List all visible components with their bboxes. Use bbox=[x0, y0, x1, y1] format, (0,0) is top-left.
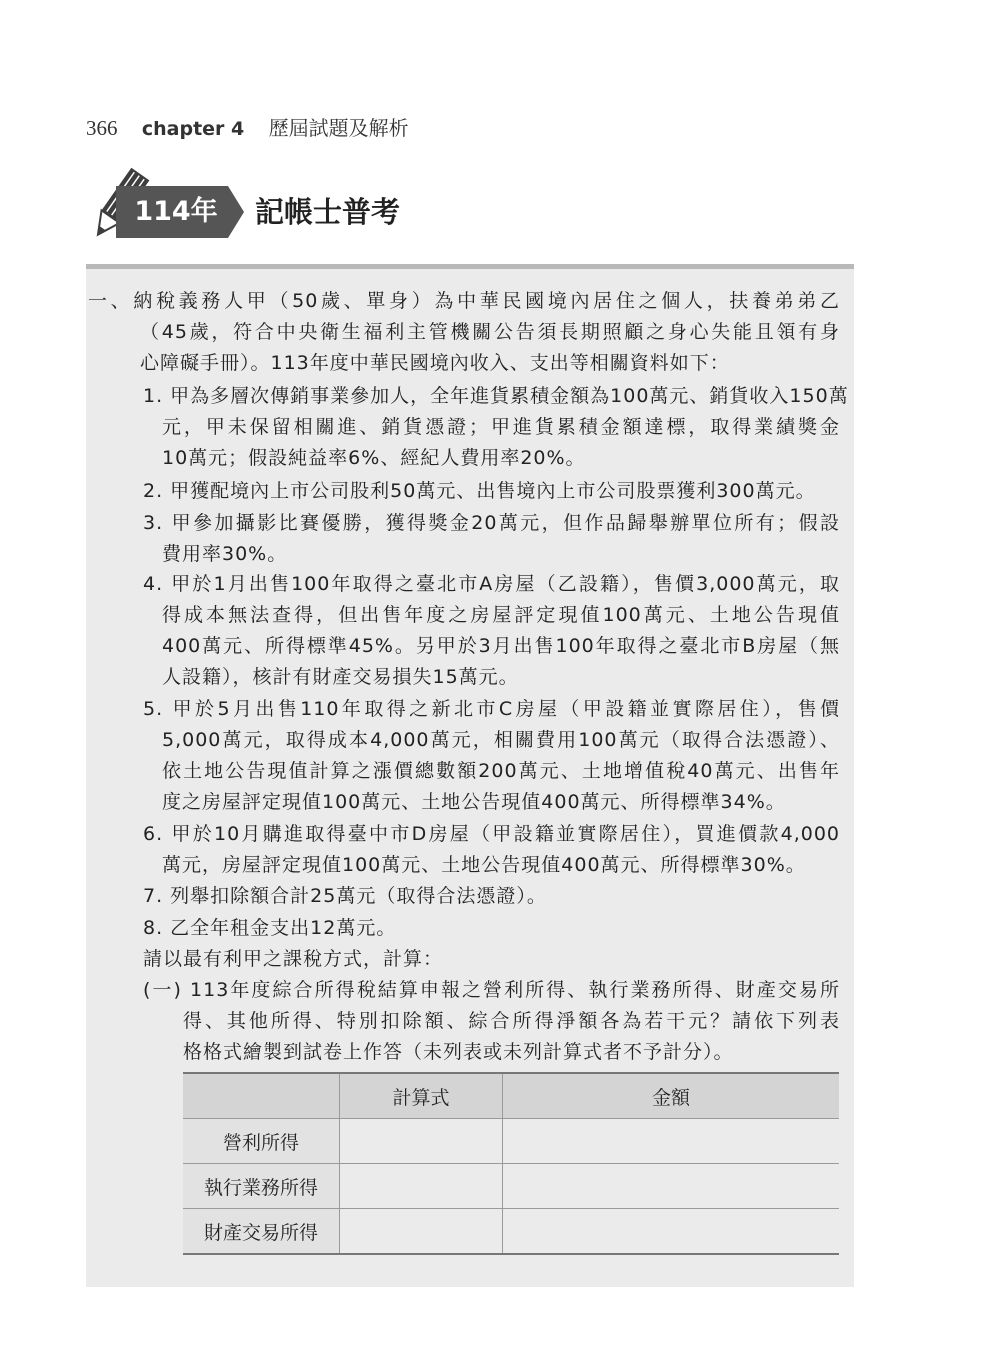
question-item: 3. 甲參加攝影比賽優勝，獲得獎金20萬元，但作品歸舉辦單位所有；假設 bbox=[143, 512, 840, 534]
question-line: 得成本無法查得，但出售年度之房屋評定現值100萬元、土地公告現值 bbox=[162, 604, 840, 626]
row-label: 財產交易所得 bbox=[183, 1209, 340, 1255]
question-item: 2. 甲獲配境內上市公司股利50萬元、出售境內上市公司股票獲利300萬元。 bbox=[143, 480, 816, 502]
amount-cell bbox=[503, 1119, 840, 1164]
question-line: 依土地公告現值計算之漲價總數額200萬元、土地增值稅40萬元、出售年 bbox=[162, 760, 840, 782]
exam-title: 記帳士普考 bbox=[255, 195, 401, 229]
table-header-cell bbox=[183, 1073, 340, 1119]
question-line: 度之房屋評定現值100萬元、土地公告現值400萬元、所得標準34%。 bbox=[162, 791, 786, 813]
question-line: 元，甲未保留相關進、銷貨憑證；甲進貨累積金額達標，取得業績獎金 bbox=[162, 416, 840, 438]
question-instruction: 請以最有利甲之課稅方式，計算： bbox=[143, 948, 444, 970]
chapter-label: chapter 4 bbox=[141, 118, 245, 140]
answer-table bbox=[183, 1072, 839, 1255]
question-line: 一、納稅義務人甲（50歲、單身）為中華民國境內居住之個人，扶養弟弟乙 bbox=[88, 290, 840, 312]
amount-cell bbox=[503, 1164, 840, 1209]
question-item: 8. 乙全年租金支出12萬元。 bbox=[143, 917, 397, 939]
table-row bbox=[183, 1209, 839, 1255]
row-label: 營利所得 bbox=[183, 1119, 340, 1164]
question-line: 心障礙手冊）。113年度中華民國境內收入、支出等相關資料如下： bbox=[140, 352, 730, 374]
formula-cell bbox=[340, 1164, 503, 1209]
question-line: 萬元，房屋評定現值100萬元、土地公告現值400萬元、所得標準30%。 bbox=[162, 854, 806, 876]
question-line: 10萬元；假設純益率6%、經紀人費用率20%。 bbox=[162, 447, 586, 469]
page-header bbox=[86, 112, 409, 141]
question-line: 費用率30%。 bbox=[162, 543, 288, 565]
table-header-cell: 計算式 bbox=[340, 1073, 503, 1119]
question-item: 5. 甲於5月出售110年取得之新北市C房屋（甲設籍並實際居住），售價 bbox=[143, 698, 840, 720]
formula-cell bbox=[340, 1119, 503, 1164]
question-item: 6. 甲於10月購進取得臺中市D房屋（甲設籍並實際居住），買進價款4,000 bbox=[143, 823, 840, 845]
question-line: （45歲，符合中央衛生福利主管機關公告須長期照顧之身心失能且領有身 bbox=[140, 321, 840, 343]
formula-cell bbox=[340, 1209, 503, 1255]
question-item: 7. 列舉扣除額合計25萬元（取得合法憑證）。 bbox=[143, 885, 547, 907]
question-line: 400萬元、所得標準45%。另甲於3月出售100年取得之臺北市B房屋（無 bbox=[162, 635, 840, 657]
table-header-row bbox=[183, 1073, 839, 1119]
question-line: 格格式繪製到試卷上作答（未列表或未列計算式者不予計分）。 bbox=[183, 1041, 734, 1063]
year-tag: 114年 bbox=[134, 196, 218, 227]
table-row bbox=[183, 1119, 839, 1164]
question-line: 5,000萬元，取得成本4,000萬元，相關費用100萬元（取得合法憑證）、 bbox=[162, 729, 840, 751]
sub-question: (一) 113年度綜合所得稅結算申報之營利所得、執行業務所得、財產交易所 bbox=[143, 979, 840, 1001]
page-number: 366 bbox=[86, 116, 118, 140]
table-header-cell: 金額 bbox=[503, 1073, 840, 1119]
question-line: 人設籍），核計有財產交易損失15萬元。 bbox=[162, 666, 519, 688]
amount-cell bbox=[503, 1209, 840, 1255]
question-line: 得、其他所得、特別扣除額、綜合所得淨額各為若干元？請依下列表 bbox=[183, 1010, 840, 1032]
table-row bbox=[183, 1164, 839, 1209]
row-label: 執行業務所得 bbox=[183, 1164, 340, 1209]
question-item: 1. 甲為多層次傳銷事業參加人，全年進貨累積金額為100萬元、銷貨收入150萬 bbox=[143, 385, 849, 407]
question-item: 4. 甲於1月出售100年取得之臺北市A房屋（乙設籍），售價3,000萬元，取 bbox=[143, 573, 840, 595]
section-title: 歷屆試題及解析 bbox=[268, 116, 409, 140]
